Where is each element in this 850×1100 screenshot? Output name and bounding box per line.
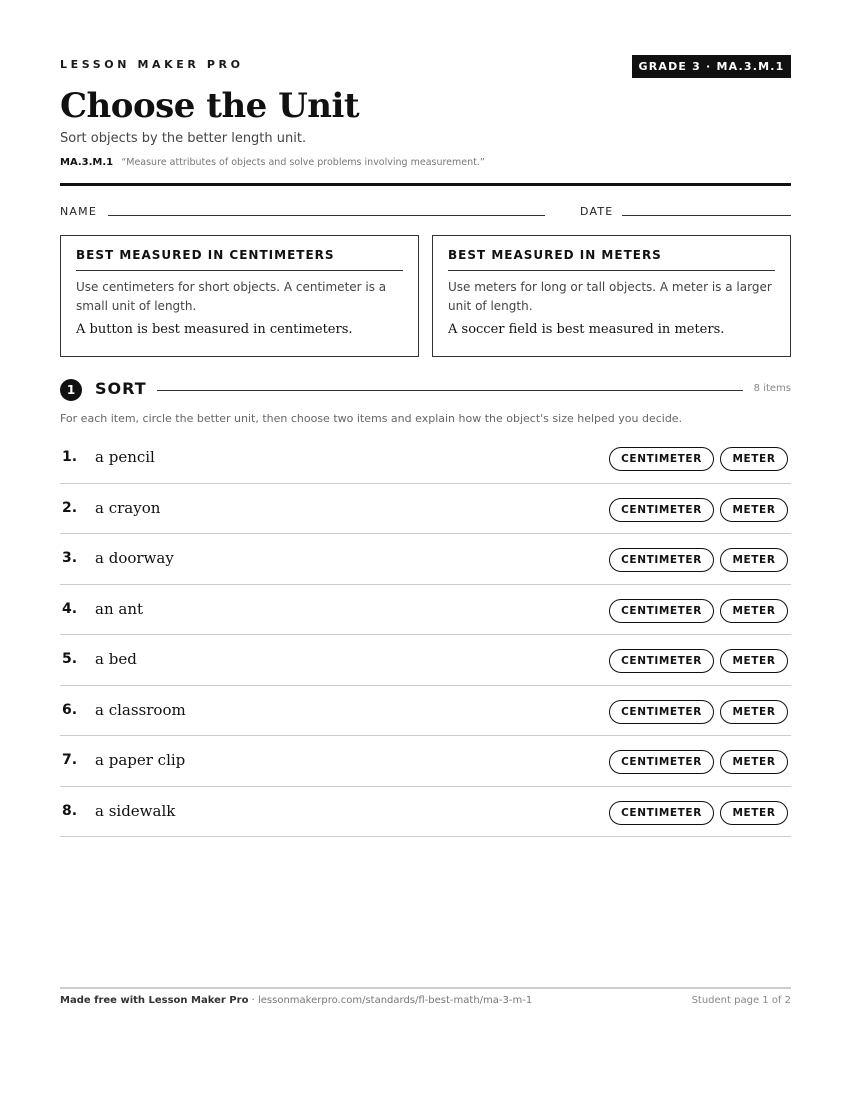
section-number-badge: 1 — [60, 379, 82, 401]
card-example: A soccer field is best measured in meters. — [448, 322, 725, 337]
item-text: an ant — [95, 599, 144, 618]
list-item — [60, 736, 791, 787]
date-field[interactable] — [622, 215, 791, 216]
item-number: 4. — [62, 600, 78, 617]
item-count: 8 items — [753, 383, 791, 394]
item-number: 5. — [62, 651, 78, 667]
meter-choice[interactable]: METER — [720, 700, 788, 724]
item-text: a bed — [95, 650, 137, 668]
centimeter-choice[interactable]: CENTIMETER — [609, 548, 714, 572]
centimeter-choice[interactable]: CENTIMETER — [609, 447, 714, 471]
standard-line — [60, 157, 485, 168]
item-text: a classroom — [95, 700, 186, 719]
item-number: 8. — [62, 802, 78, 819]
list-item — [60, 433, 791, 484]
item-text: a crayon — [95, 498, 161, 517]
card-body: Use meters for long or tall objects. A meter is a larger unit of length. — [448, 280, 772, 313]
date-label: DATE — [580, 205, 614, 218]
centimeter-choice[interactable]: CENTIMETER — [609, 498, 714, 522]
footer-divider — [60, 987, 791, 989]
centimeter-choice[interactable]: CENTIMETER — [609, 649, 714, 673]
brand-name: LESSON MAKER PRO — [60, 58, 244, 71]
card-title: BEST MEASURED IN CENTIMETERS — [76, 248, 403, 271]
meter-choice[interactable]: METER — [720, 801, 788, 825]
meter-choice[interactable]: METER — [720, 599, 788, 623]
footer-brand: Made free with Lesson Maker Pro — [60, 995, 249, 1006]
meter-choice[interactable]: METER — [720, 750, 788, 774]
footer-url[interactable]: · lessonmakerpro.com/standards/fl-best-math/ma-3-m-1 — [251, 995, 533, 1006]
page-title: Choose the Unit — [60, 86, 360, 126]
centimeter-choice[interactable]: CENTIMETER — [609, 801, 714, 825]
standard-code: MA.3.M.1 — [60, 157, 114, 168]
list-item — [60, 534, 791, 585]
centimeter-choice[interactable]: CENTIMETER — [609, 750, 714, 774]
list-item — [60, 635, 791, 686]
centimeters-card — [60, 235, 419, 357]
item-text: a sidewalk — [95, 801, 176, 820]
card-example: A button is best measured in centimeters. — [76, 322, 353, 337]
list-item — [60, 686, 791, 737]
item-text: a paper clip — [95, 751, 186, 769]
item-number: 2. — [62, 499, 78, 516]
page-indicator: Student page 1 of 2 — [691, 995, 791, 1006]
list-item — [60, 787, 791, 838]
name-field[interactable] — [108, 215, 545, 216]
meter-choice[interactable]: METER — [720, 548, 788, 572]
worksheet-page — [60, 0, 791, 1100]
meter-choice[interactable]: METER — [720, 649, 788, 673]
section-title: SORT — [95, 379, 147, 398]
centimeter-choice[interactable]: CENTIMETER — [609, 599, 714, 623]
standard-quote: “Measure attributes of objects and solve problems involving measurement.” — [121, 157, 485, 168]
item-number: 1. — [62, 449, 78, 465]
footer-credit — [60, 995, 532, 1006]
centimeter-choice[interactable]: CENTIMETER — [609, 700, 714, 724]
meters-card — [432, 235, 791, 357]
item-number: 3. — [62, 550, 78, 566]
item-number: 7. — [62, 752, 78, 768]
card-title: BEST MEASURED IN METERS — [448, 248, 775, 271]
item-number: 6. — [62, 701, 78, 718]
page-subtitle: Sort objects by the better length unit. — [60, 131, 307, 146]
item-text: a pencil — [95, 448, 155, 466]
card-body: Use centimeters for short objects. A centimeter is a small unit of length. — [76, 280, 387, 313]
item-list — [60, 433, 791, 837]
list-item — [60, 484, 791, 535]
name-label: NAME — [60, 205, 97, 218]
header-divider — [60, 183, 791, 186]
meter-choice[interactable]: METER — [720, 447, 788, 471]
section-instructions: For each item, circle the better unit, then choose two items and explain how the object's size helped you decide. — [60, 412, 683, 425]
meter-choice[interactable]: METER — [720, 498, 788, 522]
section-divider — [157, 390, 743, 391]
grade-badge: GRADE 3 · MA.3.M.1 — [632, 55, 791, 78]
list-item — [60, 585, 791, 636]
item-text: a doorway — [95, 549, 174, 567]
